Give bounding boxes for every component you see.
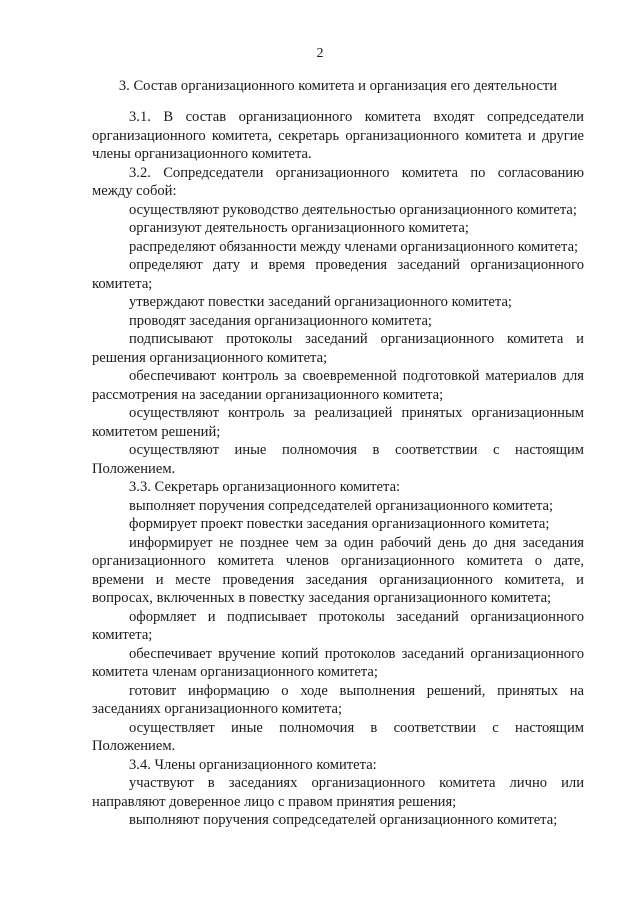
paragraph-3-1: 3.1. В состав организационного комитета входят сопредседатели организационного комитета, секретарь организационного комитета и другие члены организационного комитета. [92,109,584,162]
list-item: осуществляют руководство деятельностью организационного комитета; [129,201,577,218]
section-heading: 3. Состав организационного комитета и организация его деятельности [118,78,558,94]
list-item: распределяют обязанности между членами организационного комитета; [129,238,579,255]
list-item: подписывают протоколы заседаний организационного комитета и решения организационного комитета; [92,331,584,366]
paragraph-3-4: 3.4. Члены организационного комитета: [129,756,377,773]
page-number: 2 [316,46,324,61]
list-item: участвуют в заседаниях организационного комитета лично или направляют доверенное лицо с правом принятия решения; [92,775,584,810]
list-item: оформляет и подписывает протоколы заседаний организационного комитета; [92,608,584,643]
list-item: обеспечивает вручение копий протоколов заседаний организационного комитета членам организационного комитета; [92,645,584,680]
list-item: осуществляют иные полномочия в соответствии с настоящим Положением. [92,442,584,477]
paragraph-3-3: 3.3. Секретарь организационного комитета: [129,479,401,495]
list-item: информирует не позднее чем за один рабочий день до дня заседания организационного комитета членов организационного комитета о дате, времени и месте проведения заседания организационного комитета, и вопросах, включенных в повестку заседания организационного комитета; [92,534,584,606]
document-body [92,108,584,830]
list-item: утверждают повестки заседаний организационного комитета; [129,294,512,310]
list-item: организуют деятельность организационного комитета; [129,220,469,236]
list-item: осуществляют контроль за реализацией принятых организационным комитетом решений; [92,405,584,440]
list-item: формирует проект повестки заседания организационного комитета; [129,516,550,532]
list-item: готовит информацию о ходе выполнения решений, принятых на заседаниях организационного комитета; [92,682,584,717]
list-item: выполняют поручения сопредседателей организационного комитета; [129,812,558,828]
list-item: обеспечивают контроль за своевременной подготовкой материалов для рассмотрения на заседании организационного комитета; [92,368,584,403]
list-item: определяют дату и время проведения заседаний организационного комитета; [92,257,584,292]
paragraph-3-2: 3.2. Сопредседатели организационного комитета по согласованию между собой: [92,164,584,199]
list-item: проводят заседания организационного комитета; [129,312,432,329]
list-item: выполняет поручения сопредседателей организационного комитета; [129,497,554,514]
list-item: осуществляет иные полномочия в соответствии с настоящим Положением. [92,719,584,754]
